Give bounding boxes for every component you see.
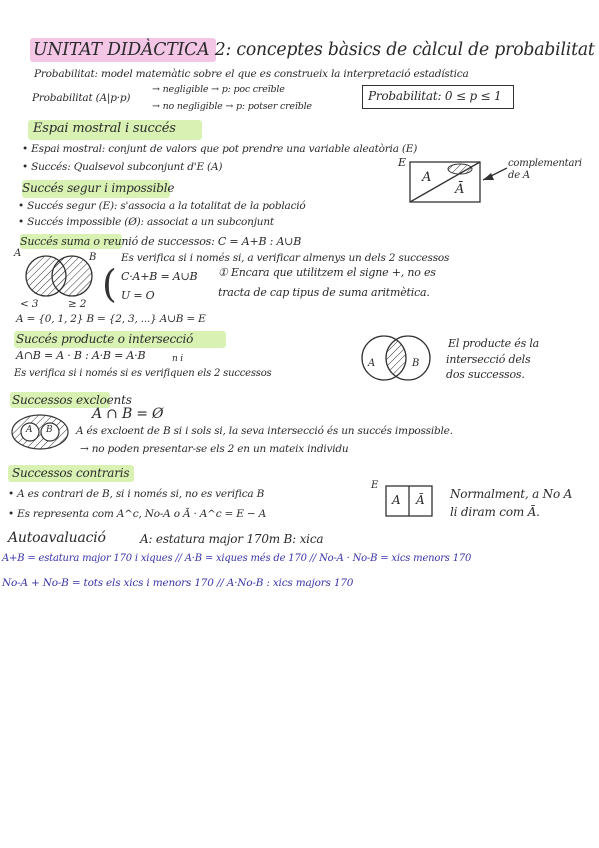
contraris-note-1: Normalment, a No A [450,487,573,501]
excloents-heading: Successos excloents [12,393,132,407]
espai-bullet-2: • Succés: Qualsevol subconjunt d'E (A) [22,161,223,173]
excloents-venn-A: A [26,425,33,435]
complement-diagram-Abar: Ā [455,182,465,197]
suma-line-2: C·A+B = A∪B [121,270,198,283]
espai-bullet-1: • Espai mostral: conjunt de valors que pot prendre una variable aleatòria (E) [22,143,418,155]
union-label-lt3: < 3 [20,298,39,310]
producte-line-1: A∩B = A · B : A·B = A·B [16,349,146,362]
page-title: UNITAT DIDÀCTICA 2: conceptes bàsics de càlcul de probabilitat [33,40,595,60]
autoavaluacio-answer-2: No-A + No-B = tots els xics i menors 170 // A·No-B : xics majors 170 [2,577,354,589]
excloents-venn-B: B [46,425,53,435]
autoavaluacio-answer-1: A+B = estatura major 170 i xiques // A·B = xiques més de 170 // No-A · No-B = xics menors 170 [2,553,472,564]
contraris-heading: Successos contraris [12,466,130,480]
excloents-venn [8,410,74,454]
intersection-venn-A: A [368,358,376,369]
intro-line-2a: Probabilitat (A|p·p) [32,92,131,104]
intro-line-2c: → no negligible → p: potser creïble [152,101,312,112]
excloents-line-1: A és excloent de B si i sols si, la seva intersecció és un succés impossible. [76,425,453,437]
autoavaluacio-heading: Autoavaluació [8,530,106,546]
contraris-diagram-Abar: Ā [416,493,425,507]
intro-line-1: Probabilitat: model matemàtic sobre el que es construeix la interpretació estadística [34,68,469,80]
segur-bullet-2: • Succés impossible (Ø): associat a un subconjunt [18,216,274,228]
intersection-venn-B: B [412,358,420,369]
contraris-diagram-A: A [392,493,401,507]
suma-line-1: Es verifica si i només si, a verificar almenys un dels 2 successos [121,252,450,264]
complement-note: complementari de A [508,158,582,181]
union-venn-B: B [89,252,97,263]
contraris-bullet-1: • A es contrari de B, si i només si, no es verifica B [8,488,265,500]
probability-range-box [362,85,514,109]
suma-heading: Succés suma o reunió de successos: C = A+B : A∪B [20,235,302,248]
union-venn-A: A [14,248,22,259]
segur-bullet-1: • Succés segur (E): s'associa a la totalitat de la població [18,200,306,212]
producte-line-2: Es verifica si i només si es verifiquen els 2 successos [14,368,272,379]
intro-line-2b: → negligible → p: poc creïble [152,84,285,95]
suma-note-1: ① Encara que utilitzem el signe +, no es [218,266,436,279]
segur-heading: Succés segur i impossible [22,181,175,195]
autoavaluacio-prompt: A: estatura major 170m B: xica [140,532,324,546]
contraris-diagram-E: E [371,480,379,491]
contraris-note-2: li diram com Ā. [450,505,540,519]
suma-bracket: ( [102,262,117,306]
suma-note-2: tracta de cap tipus de suma aritmètica. [218,286,430,299]
espai-heading: Espai mostral i succés [33,121,176,136]
contraris-bullet-2: • Es representa com A^c, No-A o Ā · A^c = E − A [8,508,267,520]
complement-diagram-A: A [422,170,432,185]
intersection-venn [352,330,442,390]
probability-range-text: Probabilitat: 0 ≤ p ≤ 1 [368,89,502,103]
complement-diagram-E: E [398,156,406,169]
producte-note-2: intersecció dels [446,353,531,366]
producte-ni: n i [172,354,183,364]
producte-heading: Succés producte o intersecció [16,332,194,346]
producte-note-3: dos successos. [446,368,525,381]
excloents-line-2: → no poden presentar-se els 2 en un mateix individu [80,443,349,455]
producte-note-1: El producte és la [448,337,540,350]
excloents-formula: A ∩ B = Ø [92,406,164,422]
suma-line-3: U = O [121,289,155,302]
union-sets: A = {0, 1, 2} B = {2, 3, ...} A∪B = E [16,313,206,325]
union-label-ge2: ≥ 2 [68,298,87,310]
